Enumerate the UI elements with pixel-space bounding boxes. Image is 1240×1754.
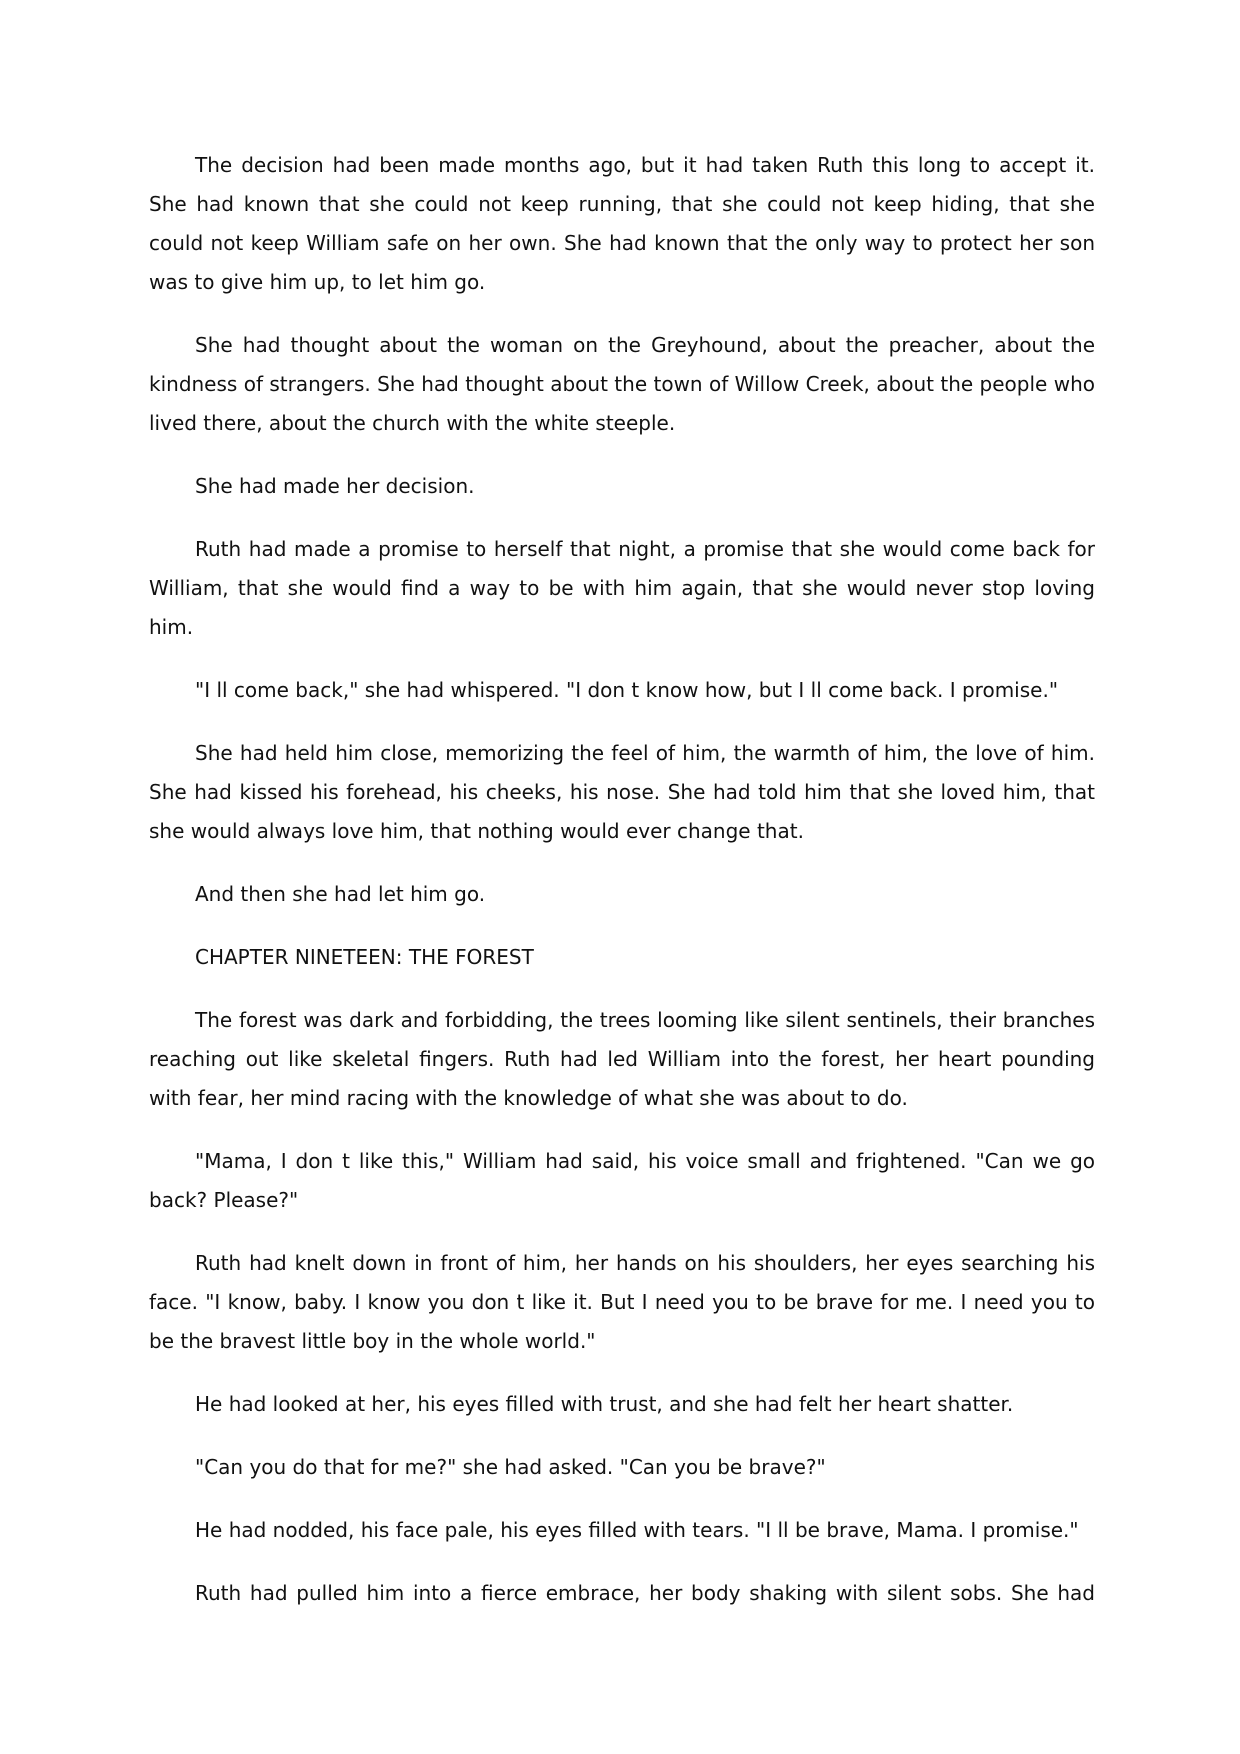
paragraph-let-go: And then she had let him go. [195, 882, 486, 906]
paragraph-promise: Ruth had made a promise to herself that night, a promise that she would come back for William, that she would find a way to be with him again, that she would never stop loving him. [149, 537, 1095, 639]
paragraph-whisper: "I ll come back," she had whispered. "I don t know how, but I ll come back. I promise." [195, 678, 1059, 702]
paragraph-forest: The forest was dark and forbidding, the trees looming like silent sentinels, their branches reaching out like skeletal fingers. Ruth had led William into the forest, her heart pounding with fear, her mind racing with the knowledge of what she was about to do. [149, 1008, 1095, 1110]
paragraph-nodded: He had nodded, his face pale, his eyes filled with tears. "I ll be brave, Mama. I promise." [195, 1518, 1079, 1542]
paragraph-knelt: Ruth had knelt down in front of him, her hands on his shoulders, her eyes searching his face. "I know, baby. I know you don t like it. But I need you to be brave for me. I need you to be the bravest little boy in the whole world." [149, 1251, 1095, 1353]
document-page [149, 146, 1095, 1637]
paragraph-can-you: "Can you do that for me?" she had asked. "Can you be brave?" [195, 1455, 826, 1479]
paragraph-mama: "Mama, I don t like this," William had said, his voice small and frightened. "Can we go back? Please?" [149, 1149, 1095, 1212]
chapter-heading: CHAPTER NINETEEN: THE FOREST [195, 945, 534, 969]
paragraph-trust: He had looked at her, his eyes filled with trust, and she had felt her heart shatter. [195, 1392, 1014, 1416]
paragraph-made-decision: She had made her decision. [195, 474, 475, 498]
paragraph-embrace: Ruth had pulled him into a fierce embrace, her body shaking with silent sobs. She had [195, 1581, 1095, 1605]
paragraph-decision: The decision had been made months ago, but it had taken Ruth this long to accept it. She had known that she could not keep running, that she could not keep hiding, that she could not keep William safe on her own. She had known that the only way to protect her son was to give him up, to let him go. [149, 153, 1095, 294]
paragraph-greyhound: She had thought about the woman on the Greyhound, about the preacher, about the kindness of strangers. She had thought about the town of Willow Creek, about the people who lived there, about the church with the white steeple. [149, 333, 1095, 435]
paragraph-held-close: She had held him close, memorizing the feel of him, the warmth of him, the love of him. She had kissed his forehead, his cheeks, his nose. She had told him that she loved him, that she would always love him, that nothing would ever change that. [149, 741, 1095, 843]
